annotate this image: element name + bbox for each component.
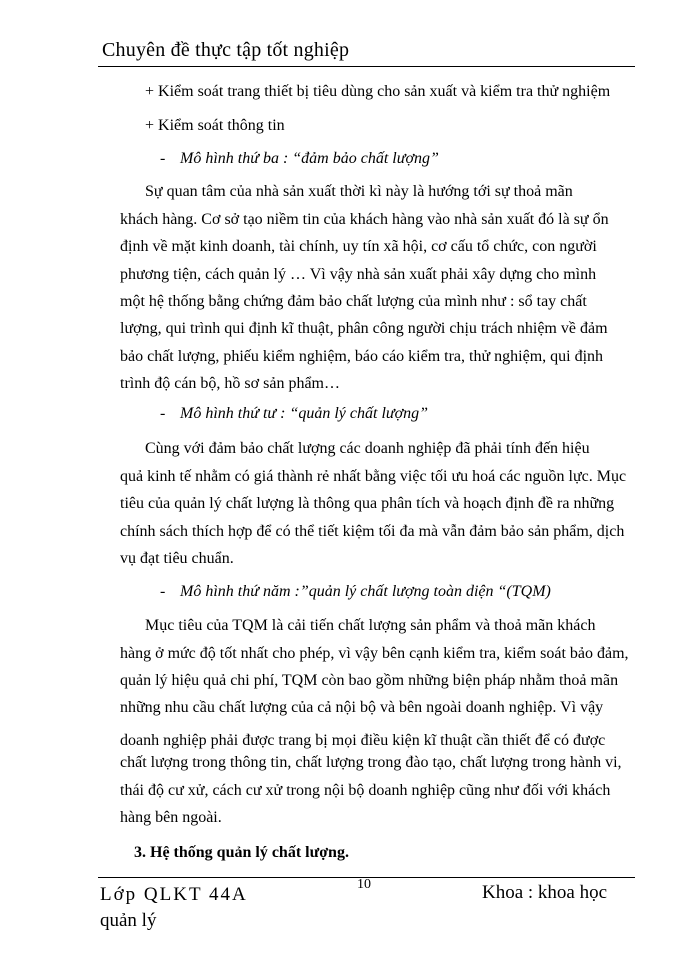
para-1-line-3: định về mặt kinh doanh, tài chính, uy tín xã hội, cơ cấu tổ chức, con người xyxy=(120,238,597,255)
footer-faculty: Khoa : khoa học xyxy=(482,882,608,903)
para-3-line-5: doanh nghiệp phải được trang bị mọi điều kiện kĩ thuật cần thiết để có được xyxy=(120,732,606,749)
page-header-title: Chuyên đề thực tập tốt nghiệp xyxy=(102,39,350,61)
para-2-line-1: Cùng với đảm bảo chất lượng các doanh nghiệp đã phải tính đến hiệu xyxy=(145,440,590,457)
para-1-line-6: lượng, qui trình qui định kĩ thuật, phân công người chịu trách nhiệm về đảm xyxy=(120,320,608,337)
para-2-line-5: vụ đạt tiêu chuẩn. xyxy=(120,550,234,567)
model-5-heading: Mô hình thứ năm :”quản lý chất lượng toàn diện “(TQM) xyxy=(180,583,551,600)
bullet-equipment-control: + Kiểm soát trang thiết bị tiêu dùng cho sản xuất và kiểm tra thử nghiệm xyxy=(145,83,611,100)
footer-class-line-2: quản lý xyxy=(100,910,157,931)
para-3-line-4: những nhu cầu chất lượng của cả nội bộ và bên ngoài doanh nghiệp. Vì vậy xyxy=(120,699,604,716)
model-4-dash: - xyxy=(160,405,166,422)
para-1-line-2: khách hàng. Cơ sở tạo niềm tin của khách hàng vào nhà sản xuất đó là sự ổn xyxy=(120,211,609,228)
model-5-dash: - xyxy=(160,583,166,600)
model-3-heading: Mô hình thứ ba : “đảm bảo chất lượng” xyxy=(180,150,439,167)
bullet-information-control: + Kiểm soát thông tin xyxy=(145,117,285,134)
model-3-heading-row xyxy=(160,149,439,169)
section-3-heading: 3. Hệ thống quản lý chất lượng. xyxy=(134,844,349,861)
model-5-heading-row xyxy=(160,582,551,602)
para-1-line-5: một hệ thống bằng chứng đảm bảo chất lượng của mình như : sổ tay chất xyxy=(120,293,587,310)
para-3-line-7: thái độ cư xử, cách cư xử trong nội bộ doanh nghiệp cũng như đối với khách xyxy=(120,782,611,799)
para-3-line-6: chất lượng trong thông tin, chất lượng trong đào tạo, chất lượng trong hành vi, xyxy=(120,754,622,771)
para-1-line-7: bảo chất lượng, phiếu kiểm nghiệm, báo cáo kiểm tra, thử nghiệm, qui định xyxy=(120,348,604,365)
footer-class-info xyxy=(100,882,248,934)
para-3-line-8: hàng bên ngoài. xyxy=(120,809,222,826)
header-divider xyxy=(98,66,635,67)
model-4-heading-row xyxy=(160,404,428,424)
para-1-line-8: trình độ cán bộ, hồ sơ sản phẩm… xyxy=(120,375,340,392)
para-2-line-3: tiêu của quản lý chất lượng là thông qua phân tích và hoạch định đề ra những xyxy=(120,495,615,512)
model-4-heading: Mô hình thứ tư : “quản lý chất lượng” xyxy=(180,405,429,422)
para-2-line-2: quả kinh tế nhằm có giá thành rẻ nhất bằng việc tối ưu hoá các nguồn lực. Mục xyxy=(120,468,627,485)
model-3-dash: - xyxy=(160,150,166,167)
para-3-line-1: Mục tiêu của TQM là cải tiến chất lượng sản phẩm và thoả mãn khách xyxy=(145,617,596,634)
para-1-line-1: Sự quan tâm của nhà sản xuất thời kì này là hướng tới sự thoả mãn xyxy=(145,183,573,200)
footer-class-line-1: Lớp QLKT 44A xyxy=(100,884,248,905)
para-3-line-3: quản lý hiệu quả chi phí, TQM còn bao gồm những biện pháp nhằm thoả mãn xyxy=(120,672,619,689)
para-1-line-4: phương tiện, cách quản lý … Vì vậy nhà sản xuất phải xây dựng cho mình xyxy=(120,266,597,283)
para-2-line-4: chính sách thích hợp để có thể tiết kiệm tối đa mà vẫn đảm bảo sản phẩm, dịch xyxy=(120,523,625,540)
para-3-line-2: hàng ở mức độ tốt nhất cho phép, vì vậy bên cạnh kiểm tra, kiểm soát bảo đảm, xyxy=(120,645,629,662)
page-number: 10 xyxy=(357,877,371,892)
